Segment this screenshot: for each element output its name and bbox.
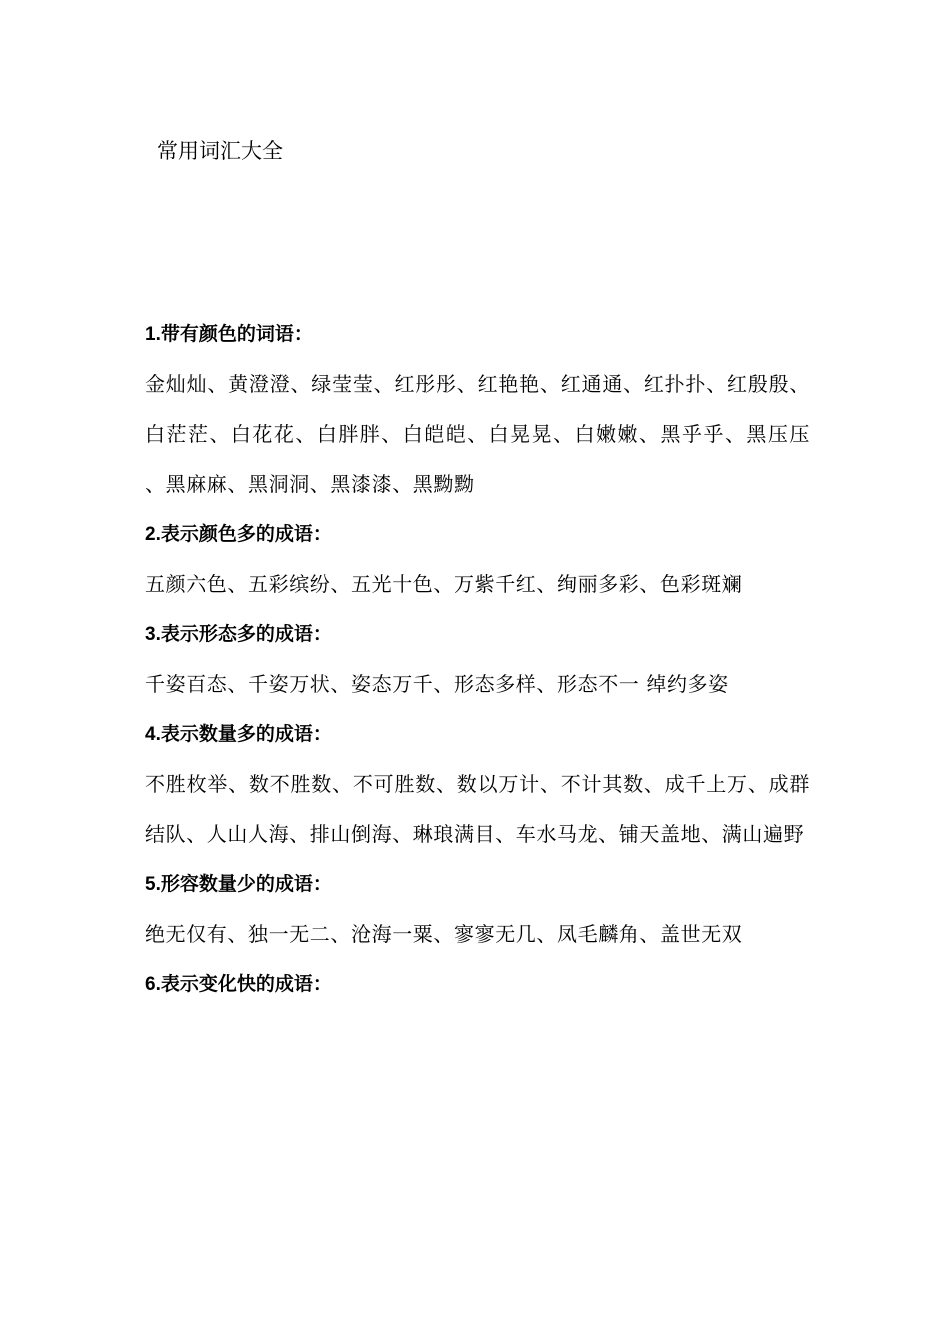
document-body bbox=[145, 309, 810, 1009]
section-number: 6. bbox=[145, 974, 161, 995]
section-paragraph: 绝无仅有、独一无二、沧海一粟、寥寥无几、凤毛麟角、盖世无双 bbox=[145, 922, 743, 946]
section-heading-text: 形容数量少的成语： bbox=[160, 873, 332, 895]
section-2 bbox=[145, 509, 810, 609]
section-paragraph: 不胜枚举、数不胜数、不可胜数、数以万计、不计其数、成千上万、成群结队、人山人海、排山倒海、琳琅满目、车水马龙、铺天盖地、满山遍野 bbox=[145, 772, 810, 846]
section-heading bbox=[145, 509, 810, 559]
section-3 bbox=[145, 609, 810, 709]
section-1 bbox=[145, 309, 810, 509]
section-number: 3. bbox=[145, 624, 161, 645]
section-number: 1. bbox=[145, 324, 161, 345]
section-number: 4. bbox=[145, 724, 161, 745]
section-heading bbox=[145, 309, 810, 359]
section-heading bbox=[145, 959, 810, 1009]
section-6 bbox=[145, 959, 810, 1009]
section-paragraph: 五颜六色、五彩缤纷、五光十色、万紫千红、绚丽多彩、色彩斑斓 bbox=[145, 572, 743, 596]
section-paragraph: 金灿灿、黄澄澄、绿莹莹、红彤彤、红艳艳、红通通、红扑扑、红殷殷、白茫茫、白花花、白胖胖、白皑皑、白晃晃、白嫩嫩、黑乎乎、黑压压 、黑麻麻、黑洞洞、黑漆漆、黑黝黝 bbox=[145, 372, 810, 496]
section-5 bbox=[145, 859, 810, 959]
section-heading bbox=[145, 859, 810, 909]
section-number: 5. bbox=[145, 874, 161, 895]
document-title: 常用词汇大全 bbox=[157, 139, 283, 163]
section-heading-text: 表示颜色多的成语： bbox=[160, 523, 332, 545]
section-heading bbox=[145, 609, 810, 659]
section-heading-text: 表示数量多的成语： bbox=[160, 723, 332, 745]
section-heading-text: 表示形态多的成语： bbox=[160, 623, 332, 645]
section-heading-text: 表示变化快的成语： bbox=[160, 973, 332, 995]
section-paragraph: 千姿百态、千姿万状、姿态万千、形态多样、形态不一 绰约多姿 bbox=[145, 672, 729, 696]
section-heading bbox=[145, 709, 810, 759]
section-heading-text: 带有颜色的词语： bbox=[160, 323, 313, 345]
section-number: 2. bbox=[145, 524, 161, 545]
section-4 bbox=[145, 709, 810, 859]
